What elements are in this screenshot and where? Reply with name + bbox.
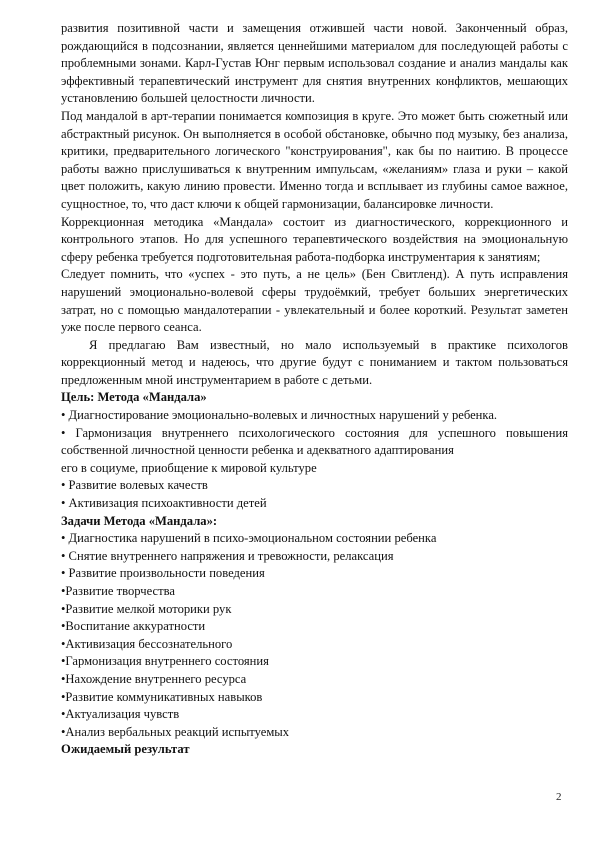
task-item: •Развитие творчества — [61, 584, 175, 598]
goal-item: • Диагностирование эмоционально-волевых и личностных нарушений у ребенка. — [61, 408, 498, 423]
goal-item: • Активизация психоактивности детей — [61, 496, 267, 511]
page-number: 2 — [556, 791, 562, 803]
task-item: •Активизация бессознательного — [61, 636, 233, 651]
tasks-heading: Задачи Метода «Мандала»: — [61, 513, 218, 528]
goal-heading: Цель: Метода «Мандала» — [61, 390, 207, 405]
task-item: •Развитие мелкой моторики рук — [61, 601, 232, 616]
expected-result-heading: Ожидаемый результат — [61, 742, 190, 757]
body-text — [61, 20, 568, 759]
task-item: •Анализ вербальных реакций испытуемых — [61, 724, 290, 739]
task-item: •Актуализация чувств — [61, 707, 180, 722]
goal-item: его в социуме, приобщение к мировой культуре — [61, 460, 317, 475]
task-item: • Диагностика нарушений в психо-эмоциональном состоянии ребенка — [61, 531, 437, 546]
paragraph-mandala-definition: Под мандалой в арт-терапии понимается композиция в круге. Это может быть сюжетный или абстрактный рисунок. Он выполняется в особой обстановке, обычно под музыку, без анализа, критики, предварительного логического "конструирования", как бы по наитию. В процессе работы важно прислушиваться к внутренним импульсам, «желаниям» глаза и руки – какой цвет положить, какую линию провести. Именно тогда и всплывает из глубины самое важное, сущностное, то, что даст ключи к общей гармонизации, балансировке личности. — [61, 108, 568, 211]
paragraph-jung: развития позитивной части и замещения отжившей части новой. Законченный образ, рождающийся в подсознании, является ценнейшими материалом для последующей работы с проблемными зонами. Карл-Густав Юнг первым использовал создание и анализ мандалы как эффективный терапевтический инструмент для снятия внутренних конфликтов, мешающих установлению большей целостности личности. — [61, 21, 568, 106]
goal-item: • Развитие волевых качеств — [61, 478, 208, 493]
task-item: • Развитие произвольности поведения — [61, 566, 265, 581]
task-item: •Гармонизация внутреннего состояния — [61, 654, 269, 669]
paragraph-proposal: Я предлагаю Вам известный, но мало используемый в практике психологов коррекционный метод и надеюсь, что другие будут с пониманием и тактом пользоваться предложенным мной инструментарием в работе с детьми. — [61, 337, 568, 387]
task-item: •Развитие коммуникативных навыков — [61, 689, 263, 704]
task-item: • Снятие внутреннего напряжения и тревожности, релаксация — [61, 548, 394, 563]
paragraph-quote: Следует помнить, что «успех - это путь, а не цель» (Бен Свитленд). А путь исправления нарушений эмоционально-волевой сферы трудоёмкий, требует больших энергетических затрат, но с помощью мандалотерапии - увлекательный и более короткий. Результат заметен уже после первого сеанса. — [61, 267, 568, 335]
tasks-list — [61, 530, 568, 741]
goal-item: • Гармонизация внутреннего психологического состояния для успешного повышения собственной личностной ценности ребенка и адекватного адаптирования — [61, 425, 568, 458]
goal-list — [61, 407, 568, 513]
task-item: •Воспитание аккуратности — [61, 619, 206, 634]
task-item: •Нахождение внутреннего ресурса — [61, 671, 247, 686]
paragraph-method-stages: Коррекционная методика «Мандала» состоит из диагностического, коррекционного и контрольного этапов. Но для успешного терапевтического воздействия на эмоциональную сферу ребенка требуется подготовительная работа-подборка инструментария к занятиям; — [61, 214, 568, 264]
